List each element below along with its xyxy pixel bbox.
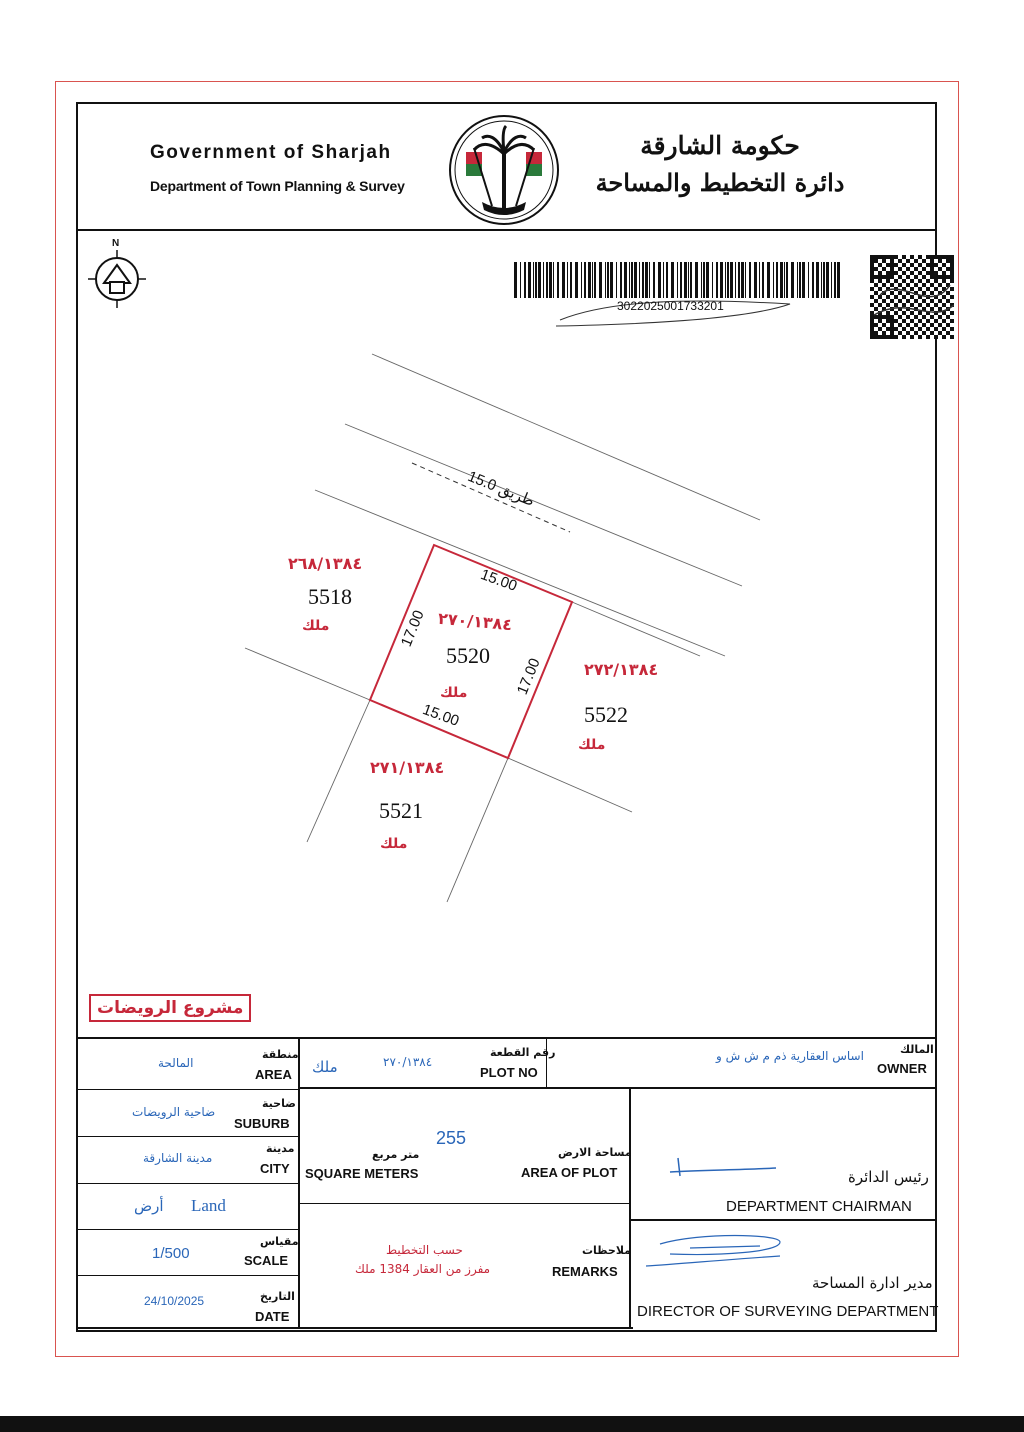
owner-label-ar: المالك [900,1043,934,1056]
table-row-line-3 [78,1183,299,1184]
dept-title-ar: دائرة التخطيط والمساحة [595,168,845,197]
table-row-line-1 [78,1089,299,1090]
city-label-ar: مدينة [266,1142,295,1155]
table-row-line-5 [78,1275,299,1276]
scale-label-ar: مقياس [260,1235,299,1248]
owner-label-en: OWNER [877,1061,927,1076]
suburb-label-en: SUBURB [234,1116,290,1131]
remarks-label-ar: ملاحظات [582,1244,631,1257]
plot-5522-ref: ٢٧٢/١٣٨٤ [584,660,659,679]
land-ar: أرض [134,1197,164,1215]
plot-status-value: ملك [312,1058,338,1076]
gov-title-ar: حكومة الشارقة [640,131,800,160]
plot-5518-status: ملك [302,618,330,634]
date-label-en: DATE [255,1309,290,1324]
director-signature-icon [640,1230,800,1280]
scale-value: 1/500 [152,1245,190,1262]
area-label-en: AREA [255,1067,292,1082]
plot-5520-ref: ٢٧٠/١٣٨٤ [437,608,513,635]
area-plot-label-ar: مساحة الارض [558,1146,632,1159]
dim-top: 15.00 [478,566,520,595]
city-value: مدينة الشارقة [143,1151,213,1165]
date-label-ar: التاريخ [260,1290,295,1303]
land-en: Land [191,1196,226,1215]
area-plot-label-en: AREA OF PLOT [521,1165,618,1180]
plot-5522-number: 5522 [584,702,628,727]
area-value: المالحة [158,1056,194,1070]
table-mid-line [299,1203,629,1204]
barcode-number: 3022025001733201 [617,299,724,313]
table-signature-line [629,1219,935,1221]
plot-no-label-ar: رقم القطعة [490,1046,556,1059]
compass-north-label: N [112,238,120,249]
table-owner-bottom-line [299,1087,935,1089]
area-label-ar: منطقة [262,1048,299,1061]
plot-5522-status: ملك [578,737,606,753]
remarks-line-2: مفرز من العقار 1384 ملك [355,1262,491,1276]
area-plot-value: 255 [436,1128,467,1148]
dim-bottom: 15.00 [420,701,462,730]
chairman-title-en: DEPARTMENT CHAIRMAN [726,1198,912,1215]
chairman-title-ar: رئيس الدائرة [848,1168,929,1186]
project-label: مشروع الرويضات [89,994,251,1022]
remarks-line-1: حسب التخطيط [386,1243,463,1257]
owner-value: اساس العقارية ذم م ش ش و [716,1049,864,1063]
date-value: 24/10/2025 [144,1294,205,1308]
plot-5521-ref: ٢٧١/١٣٨٤ [370,758,445,777]
plot-5521-number: 5521 [379,798,423,823]
table-row-line-4 [78,1229,299,1230]
city-label-en: CITY [260,1161,290,1176]
table-bottom-line [78,1327,633,1329]
director-title-en: DIRECTOR OF SURVEYING DEPARTMENT [637,1303,939,1320]
dim-right: 17.00 [513,655,544,698]
plot-no-label-en: PLOT NO [480,1065,538,1080]
table-top-line [78,1037,935,1039]
gov-title-en: Government of Sharjah [150,142,392,163]
plot-no-value: ٢٧٠/١٣٨٤ [383,1055,433,1069]
suburb-label-ar: ضاحية [262,1097,296,1110]
sqm-label-en: SQUARE METERS [305,1166,419,1181]
remarks-label-en: REMARKS [552,1264,618,1279]
table-col-line-1 [298,1037,300,1329]
scale-label-en: SCALE [244,1253,289,1268]
bottom-dark-bar [0,1416,1024,1432]
plot-5520-status: ملك [440,685,468,701]
dept-title-en: Department of Town Planning & Survey [150,178,405,194]
plot-5518-ref: ٢٦٨/١٣٨٤ [288,554,363,573]
table-row-line-2 [78,1136,299,1137]
chairman-signature-icon [640,1150,800,1190]
plot-5520-number: 5520 [446,643,490,668]
dim-left: 17.00 [397,607,428,650]
table-col-line-2 [546,1037,547,1087]
table-col-line-3 [629,1087,631,1329]
sqm-label-ar: متر مربع [372,1148,420,1161]
suburb-value: ضاحية الرويضات [132,1105,216,1119]
plot-5518-number: 5518 [308,584,352,609]
plot-5521-status: ملك [380,836,408,852]
road-label: طريق 15.0 [465,467,537,511]
director-title-ar: مدير ادارة المساحة [812,1274,933,1292]
